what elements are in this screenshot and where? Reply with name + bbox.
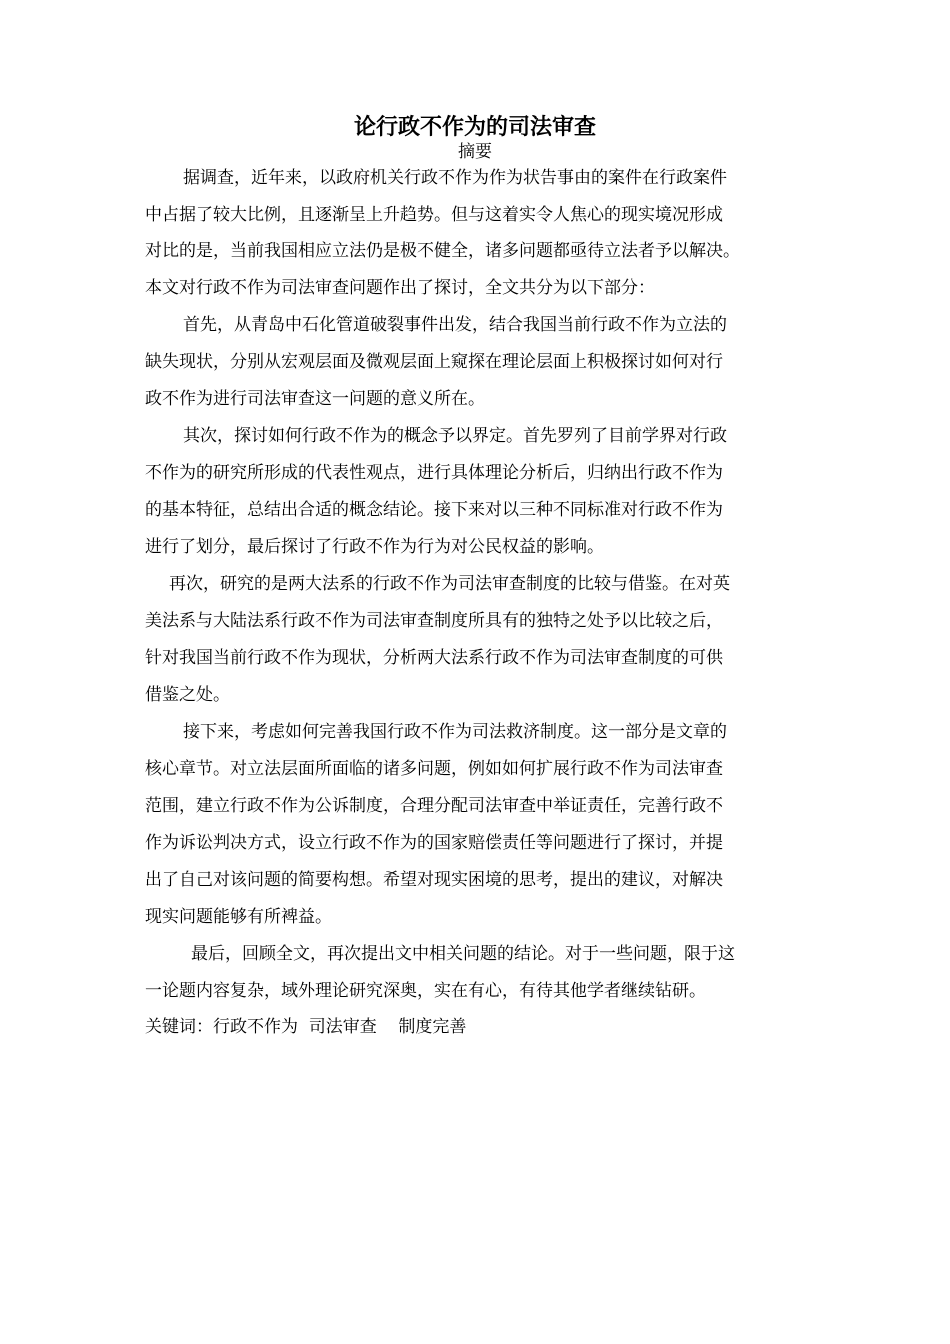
abstract-line: 借鉴之处。 <box>145 685 230 705</box>
abstract-line: 范围，建立行政不作为公诉制度，合理分配司法审查中举证责任，完善行政不 <box>145 796 723 816</box>
abstract-line: 中占据了较大比例，且逐渐呈上升趋势。但与这着实令人焦心的现实境况形成 <box>145 205 723 225</box>
abstract-line: 核心章节。对立法层面所面临的诸多问题，例如如何扩展行政不作为司法审查 <box>145 759 723 779</box>
abstract-line: 首先，从青岛中石化管道破裂事件出发，结合我国当前行政不作为立法的 <box>183 315 727 335</box>
abstract-line: 接下来，考虑如何完善我国行政不作为司法救济制度。这一部分是文章的 <box>183 722 727 742</box>
abstract-line: 最后，回顾全文，再次提出文中相关问题的结论。对于一些问题，限于这 <box>191 944 735 964</box>
abstract-heading: 摘要 <box>458 142 492 162</box>
keywords-line: 关键词：行政不作为 司法审查 制度完善 <box>145 1017 467 1037</box>
abstract-line: 对比的是，当前我国相应立法仍是极不健全，诸多问题都亟待立法者予以解决。 <box>145 241 740 261</box>
abstract-line: 的基本特征，总结出合适的概念结论。接下来对以三种不同标准对行政不作为 <box>145 500 723 520</box>
abstract-line: 再次，研究的是两大法系的行政不作为司法审查制度的比较与借鉴。在对英 <box>169 574 730 594</box>
abstract-line: 进行了划分，最后探讨了行政不作为行为对公民权益的影响。 <box>145 537 604 557</box>
abstract-line: 缺失现状，分别从宏观层面及微观层面上窥探在理论层面上积极探讨如何对行 <box>145 352 723 372</box>
abstract-line: 针对我国当前行政不作为现状，分析两大法系行政不作为司法审查制度的可供 <box>145 648 723 668</box>
abstract-line: 美法系与大陆法系行政不作为司法审查制度所具有的独特之处予以比较之后， <box>145 611 723 631</box>
abstract-line: 据调查，近年来，以政府机关行政不作为作为状告事由的案件在行政案件 <box>183 168 727 188</box>
abstract-line: 不作为的研究所形成的代表性观点，进行具体理论分析后，归纳出行政不作为 <box>145 463 723 483</box>
abstract-line: 作为诉讼判决方式，设立行政不作为的国家赔偿责任等问题进行了探讨，并提 <box>145 833 723 853</box>
abstract-line: 出了自己对该问题的简要构想。希望对现实困境的思考，提出的建议，对解决 <box>145 870 723 890</box>
abstract-line: 其次，探讨如何行政不作为的概念予以界定。首先罗列了目前学界对行政 <box>183 426 727 446</box>
document-title: 论行政不作为的司法审查 <box>353 115 596 140</box>
abstract-line: 一论题内容复杂，域外理论研究深奥，实在有心，有待其他学者继续钻研。 <box>145 981 706 1001</box>
abstract-line: 现实问题能够有所裨益。 <box>145 907 332 927</box>
abstract-line: 本文对行政不作为司法审查问题作出了探讨，全文共分为以下部分： <box>145 278 655 298</box>
abstract-line: 政不作为进行司法审查这一问题的意义所在。 <box>145 389 485 409</box>
